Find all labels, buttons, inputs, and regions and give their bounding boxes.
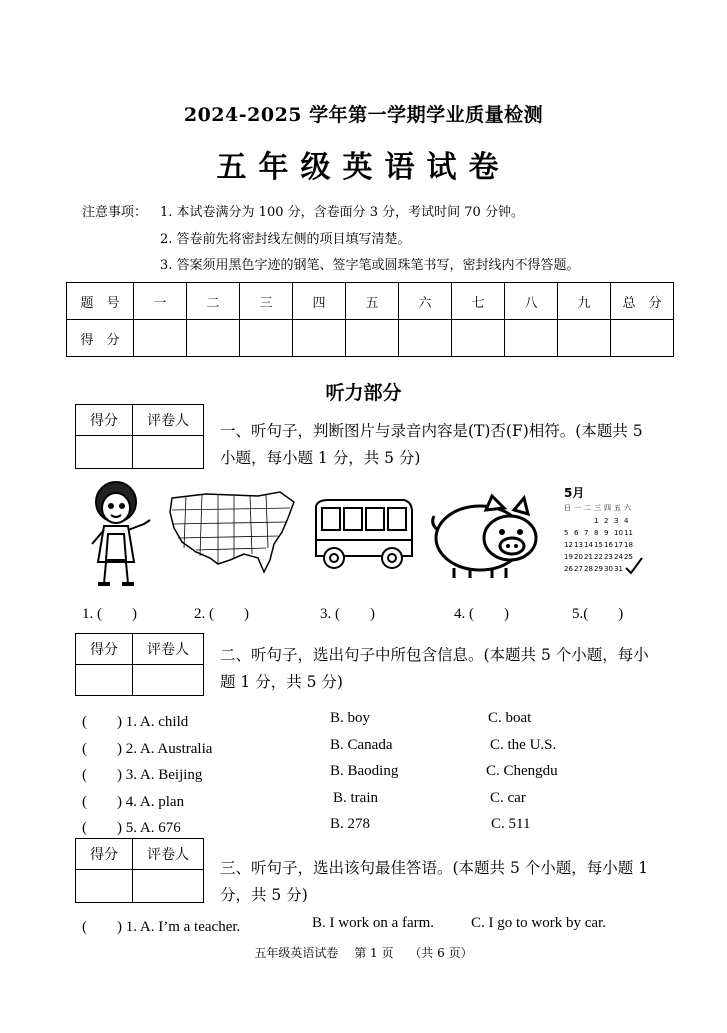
grader-box-2	[75, 633, 204, 696]
s2-q4-option-b: B. train	[333, 790, 378, 806]
s2-q3[interactable]: ( ) 3. A. Beijing	[82, 767, 203, 783]
calendar-month: 5月	[564, 486, 585, 500]
page-footer: 五年级英语试卷 第 1 页 （共 6 页）	[254, 946, 473, 960]
score-cell[interactable]	[346, 320, 399, 357]
exam-title: 2024-2025 学年第一学期学业质量检测	[183, 104, 544, 126]
score-table-header: 七	[452, 283, 505, 320]
section3-title: 三、听句子，选出该句最佳答语。(本题共 5 个小题，每小题 1 分，共 5 分)	[220, 859, 649, 904]
calendar-day: 7	[584, 529, 589, 537]
calendar-day: 2	[604, 517, 609, 525]
score-cell[interactable]	[134, 320, 187, 357]
score-table-header: 题 号	[67, 283, 134, 320]
calendar-day: 26	[564, 565, 573, 573]
s3-q1-option-c: C. I go to work by car.	[471, 915, 606, 931]
calendar-day: 8	[594, 529, 599, 537]
s2-q2[interactable]: ( ) 2. A. Australia	[82, 741, 213, 757]
grader-score-cell[interactable]	[76, 436, 133, 469]
grader-box-1	[75, 404, 204, 469]
score-cell[interactable]	[611, 320, 674, 357]
us-map-picture	[166, 488, 300, 578]
grader-score-label: 得分	[76, 839, 133, 870]
answer-blank-3[interactable]: 3. ( )	[320, 606, 375, 622]
calendar-day: 1	[594, 517, 599, 525]
grader-reviewer-label: 评卷人	[133, 405, 204, 436]
calendar-day: 11	[624, 529, 633, 537]
score-cell[interactable]	[452, 320, 505, 357]
s2-q1-option-b: B. boy	[330, 710, 371, 726]
note-item-2: 2. 答卷前先将密封线左侧的项目填写清楚。	[160, 232, 411, 247]
calendar-day: 30	[604, 565, 613, 573]
calendar-day: 3	[614, 517, 619, 525]
grader-score-cell[interactable]	[76, 870, 133, 903]
calendar-day: 23	[604, 553, 613, 561]
s2-q2-option-b: B. Canada	[330, 737, 393, 753]
answer-blank-4[interactable]: 4. ( )	[454, 606, 509, 622]
score-cell[interactable]	[187, 320, 240, 357]
calendar-weekday: 四	[604, 504, 611, 512]
s2-q3-option-c: C. Chengdu	[486, 763, 558, 779]
calendar-day: 17	[614, 541, 623, 549]
s2-q1-option-c: C. boat	[488, 710, 532, 726]
section1-title: 一、听句子，判断图片与录音内容是(T)否(F)相符。(本题共 5 小题，每小题 1 分，共 5 分)	[220, 422, 643, 467]
grader-reviewer-cell[interactable]	[133, 870, 204, 903]
exam-subtitle: 五年级英语试卷	[216, 150, 511, 185]
calendar-day: 4	[624, 517, 629, 525]
calendar-day: 24	[614, 553, 623, 561]
pig-picture	[430, 490, 542, 580]
bus-picture	[308, 496, 418, 574]
answer-blank-2[interactable]: 2. ( )	[194, 606, 249, 622]
calendar-weekday: 一	[574, 504, 581, 512]
s2-q5[interactable]: ( ) 5. A. 676	[82, 820, 181, 836]
calendar-day: 28	[584, 565, 593, 573]
score-table-header: 三	[240, 283, 293, 320]
calendar-weekday: 六	[624, 504, 631, 512]
score-table-header: 六	[399, 283, 452, 320]
s2-q5-option-c: C. 511	[491, 816, 531, 832]
grader-score-cell[interactable]	[76, 665, 133, 696]
calendar-day: 18	[624, 541, 633, 549]
score-table-header: 一	[134, 283, 187, 320]
score-cell[interactable]	[240, 320, 293, 357]
s3-q1[interactable]: ( ) 1. A. I’m a teacher.	[82, 919, 241, 935]
score-table-header: 总 分	[611, 283, 674, 320]
score-table-header: 九	[558, 283, 611, 320]
calendar-weekday: 二	[584, 504, 591, 512]
score-table-header: 二	[187, 283, 240, 320]
score-table-header: 四	[293, 283, 346, 320]
grader-score-label: 得分	[76, 634, 133, 665]
calendar-weekday: 三	[594, 504, 601, 512]
score-cell[interactable]	[505, 320, 558, 357]
s2-q4[interactable]: ( ) 4. A. plan	[82, 794, 185, 810]
s2-q1[interactable]: ( ) 1. A. child	[82, 714, 189, 730]
answer-blank-1[interactable]: 1. ( )	[82, 606, 137, 622]
calendar-weekday: 日	[564, 504, 571, 512]
calendar-day: 5	[564, 529, 569, 537]
score-cell[interactable]	[293, 320, 346, 357]
calendar-day: 9	[604, 529, 609, 537]
s3-q1-option-b: B. I work on a farm.	[312, 915, 435, 931]
score-row-label: 得 分	[67, 320, 134, 357]
calendar-day: 27	[574, 565, 583, 573]
grader-reviewer-label: 评卷人	[133, 634, 204, 665]
grader-box-3	[75, 838, 204, 903]
calendar-day: 19	[564, 553, 573, 561]
check-mark-icon	[624, 556, 644, 576]
answer-blank-5[interactable]: 5.( )	[572, 606, 624, 622]
note-item-3: 3. 答案须用黑色字迹的钢笔、签字笔或圆珠笔书写，密封线内不得答题。	[160, 258, 580, 273]
calendar-day	[564, 517, 574, 525]
grader-score-label: 得分	[76, 405, 133, 436]
score-table-header: 八	[505, 283, 558, 320]
calendar-weekday: 五	[614, 504, 621, 512]
calendar-day: 20	[574, 553, 583, 561]
calendar-day: 31	[614, 565, 623, 573]
note-item-1: 1. 本试卷满分为 100 分，含卷面分 3 分，考试时间 70 分钟。	[160, 205, 524, 220]
calendar-day: 16	[604, 541, 613, 549]
grader-reviewer-label: 评卷人	[133, 839, 204, 870]
score-table-header: 五	[346, 283, 399, 320]
calendar-day: 14	[584, 541, 593, 549]
calendar-day: 21	[584, 553, 593, 561]
notes-label: 注意事项：	[82, 205, 148, 220]
grader-reviewer-cell[interactable]	[133, 665, 204, 696]
calendar-day: 22	[594, 553, 603, 561]
calendar-day: 13	[574, 541, 583, 549]
calendar-day: 29	[594, 565, 603, 573]
calendar-day: 12	[564, 541, 573, 549]
girl-picture	[74, 480, 164, 592]
s2-q2-option-c: C. the U.S.	[490, 737, 557, 753]
calendar-day: 6	[574, 529, 579, 537]
score-table	[66, 282, 674, 357]
s2-q5-option-b: B. 278	[330, 816, 371, 832]
calendar-day: 10	[614, 529, 623, 537]
s2-q4-option-c: C. car	[490, 790, 526, 806]
listening-title: 听力部分	[325, 382, 402, 404]
score-cell[interactable]	[399, 320, 452, 357]
grader-reviewer-cell[interactable]	[133, 436, 204, 469]
score-cell[interactable]	[558, 320, 611, 357]
calendar-day	[584, 517, 594, 525]
calendar-day: 15	[594, 541, 603, 549]
section2-title: 二、听句子，选出句子中所包含信息。(本题共 5 个小题，每小题 1 分，共 5 分)	[220, 646, 649, 691]
calendar-day	[574, 517, 584, 525]
calendar-day: 25	[624, 553, 633, 561]
s2-q3-option-b: B. Baoding	[330, 763, 399, 779]
calendar-picture	[564, 484, 644, 573]
